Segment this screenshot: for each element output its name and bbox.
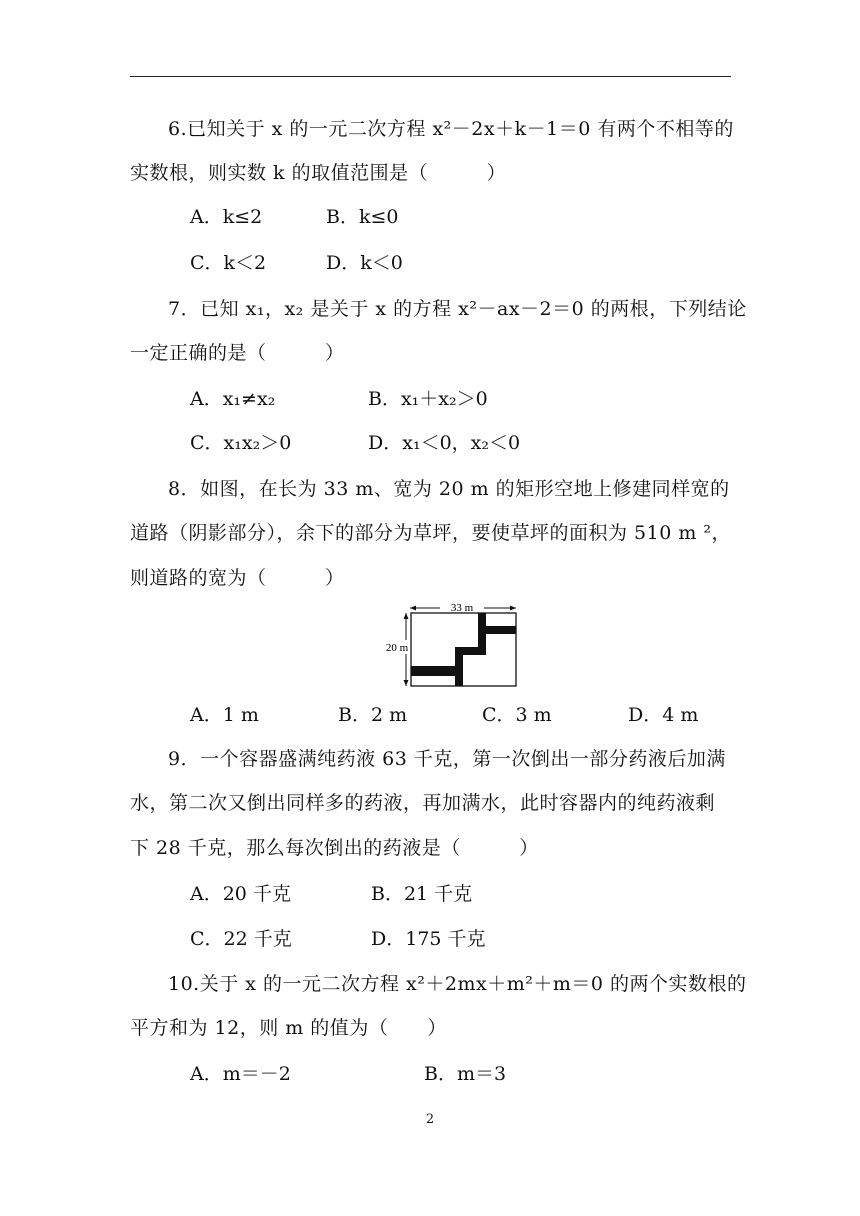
q9-option-b: B．21 千克 <box>371 883 473 905</box>
q7-option-c: C．x₁x₂＞0 <box>190 432 292 454</box>
q9-option-d: D．175 千克 <box>371 928 486 950</box>
q6-line2: 实数根，则实数 k 的取值范围是（ ） <box>130 162 507 184</box>
width-arrow-right <box>510 606 516 611</box>
q8-figure <box>378 600 528 690</box>
q8-line2: 道路（阴影部分），余下的部分为草坪，要使草坪的面积为 510 m ²， <box>130 522 732 544</box>
q6-line1: 6.已知关于 x 的一元二次方程 x²－2x＋k－1＝0 有两个不相等的 <box>168 118 734 140</box>
height-arrow-top <box>404 613 409 619</box>
q7-line2: 一定正确的是（ ） <box>130 342 345 364</box>
q10-option-a: A．m＝－2 <box>190 1063 291 1085</box>
q7-line1: 7．已知 x₁，x₂ 是关于 x 的方程 x²－ax－2＝0 的两根，下列结论 <box>168 298 747 320</box>
q8-line3: 则道路的宽为（ ） <box>130 567 345 589</box>
q9-line2: 水，第二次又倒出同样多的药液，再加满水，此时容器内的纯药液剩 <box>130 792 716 814</box>
width-arrow-left <box>410 606 416 611</box>
q9-option-a: A．20 千克 <box>190 883 291 905</box>
page-number: 2 <box>425 1112 435 1127</box>
height-arrow-bottom <box>404 680 409 686</box>
q10-line1: 10.关于 x 的一元二次方程 x²＋2mx＋m²＋m＝0 的两个实数根的 <box>168 973 747 995</box>
q6-option-d: D．k＜0 <box>326 252 403 274</box>
q7-option-d: D．x₁＜0，x₂＜0 <box>368 432 521 454</box>
height-label: 20 m <box>385 642 409 654</box>
q10-option-b: B．m＝3 <box>424 1063 507 1085</box>
q8-option-b: B．2 m <box>338 704 408 726</box>
q8-line1: 8．如图，在长为 33 m、宽为 20 m 的矩形空地上修建同样宽的 <box>168 478 730 500</box>
q9-line3: 下 28 千克，那么每次倒出的药液是（ ） <box>130 837 539 859</box>
q8-option-c: C．3 m <box>482 704 552 726</box>
q10-line2: 平方和为 12，则 m 的值为（ ） <box>130 1017 447 1039</box>
width-label: 33 m <box>450 602 474 614</box>
q9-line1: 9．一个容器盛满纯药液 63 千克，第一次倒出一部分药液后加满 <box>168 748 726 770</box>
q7-option-b: B．x₁＋x₂＞0 <box>368 388 488 410</box>
q8-option-a: A．1 m <box>190 704 259 726</box>
q6-option-c: C．k＜2 <box>190 252 267 274</box>
header-rule <box>130 76 731 77</box>
q9-option-c: C．22 千克 <box>190 928 292 950</box>
q6-option-a: A．k≤2 <box>190 206 263 228</box>
q7-option-a: A．x₁≠x₂ <box>190 388 276 410</box>
road-shading <box>411 613 516 686</box>
q6-option-b: B．k≤0 <box>326 206 399 228</box>
q8-option-d: D．4 m <box>628 704 699 726</box>
